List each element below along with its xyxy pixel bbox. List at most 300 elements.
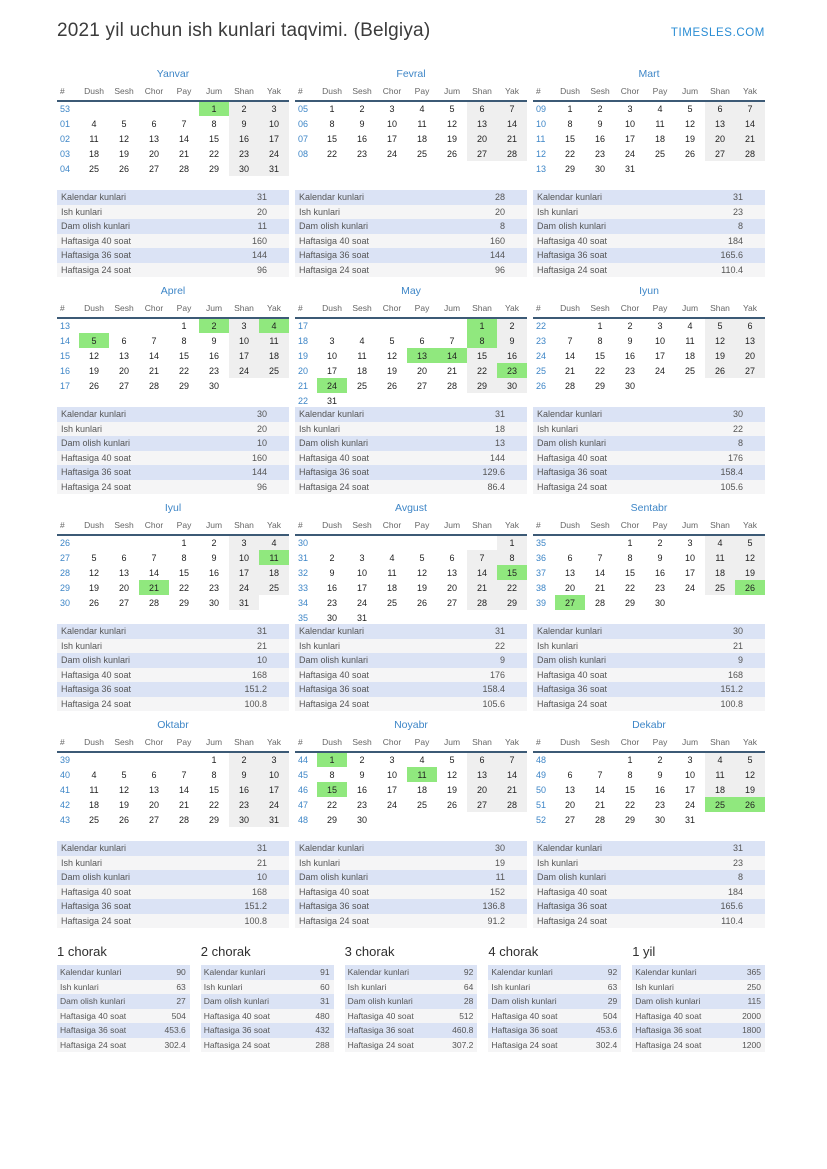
weekend-day-cell: 16 [229, 131, 259, 146]
day-cell: 3 [329, 335, 335, 346]
stat-value: 8 [737, 872, 743, 883]
day-cell [467, 812, 497, 827]
week-number: 09 [536, 104, 547, 114]
weekend-day-cell: 19 [735, 565, 765, 580]
week-row [57, 565, 289, 580]
day-cell [407, 393, 437, 408]
weekend-day-cell: 18 [259, 348, 289, 363]
stat-row [533, 190, 765, 205]
week-row [57, 752, 289, 767]
day-cell [585, 752, 615, 767]
day-cell: 19 [684, 133, 695, 144]
day-cell: 3 [359, 552, 365, 563]
stat-row [488, 1038, 621, 1053]
stat-row [632, 1009, 765, 1024]
day-header: Sesh [114, 737, 134, 747]
day-cell: 13 [148, 784, 159, 795]
stat-label: Kalendar kunlari [537, 626, 603, 637]
summary-stats [488, 965, 621, 1052]
day-cell [109, 535, 139, 550]
day-cell: 4 [657, 104, 663, 114]
weekend-day-cell: 14 [735, 116, 765, 131]
day-cell: 20 [148, 148, 159, 159]
weekend-day-cell: 20 [705, 131, 735, 146]
month-fevral [295, 68, 527, 277]
stat-row [533, 219, 765, 234]
stat-label: Kalendar kunlari [61, 192, 127, 203]
day-cell: 16 [624, 350, 635, 361]
stat-value: 31 [256, 626, 267, 637]
day-cell: 12 [88, 567, 99, 578]
stat-row [57, 668, 289, 683]
day-cell [139, 752, 169, 767]
day-cell: 27 [564, 814, 575, 825]
day-cell: 7 [597, 769, 603, 780]
stat-value: 31 [256, 843, 267, 854]
stat-label: Ish kunlari [203, 981, 243, 992]
stat-row [533, 899, 765, 914]
week-number: 37 [536, 567, 547, 578]
stat-value: 28 [494, 192, 505, 203]
day-cell: 17 [684, 784, 695, 795]
day-cell: 16 [356, 133, 367, 144]
week-number: 10 [536, 118, 547, 129]
weekend-day-cell: 5 [705, 318, 735, 333]
day-cell: 13 [118, 350, 129, 361]
day-cell: 3 [657, 321, 663, 331]
stat-row [57, 965, 190, 980]
stat-value: 129.6 [482, 467, 505, 478]
day-cell: 18 [684, 350, 695, 361]
day-cell: 9 [329, 567, 335, 578]
day-cell: 17 [326, 365, 337, 376]
day-cell: 2 [597, 104, 603, 114]
holiday-day-cell: 23 [497, 363, 527, 378]
stat-value: 31 [494, 409, 505, 420]
week-number: 12 [536, 148, 547, 159]
stat-label: Dam olish kunlari [61, 872, 131, 883]
day-cell [109, 318, 139, 333]
stat-value: 168 [251, 886, 267, 897]
week-row [295, 101, 527, 116]
stat-label: Ish kunlari [347, 981, 387, 992]
weekend-day-cell: 24 [259, 146, 289, 161]
stat-row [295, 205, 527, 220]
day-cell [645, 378, 675, 393]
week-number: 26 [60, 538, 71, 548]
day-cell: 23 [208, 582, 219, 593]
stat-value: 20 [494, 206, 505, 217]
summary-2-chorak [201, 944, 334, 1052]
stat-label: Haftasiga 40 soat [635, 1010, 702, 1021]
day-cell [675, 378, 705, 393]
day-cell: 13 [564, 784, 575, 795]
holiday-day-cell: 5 [79, 333, 109, 348]
stat-label: Ish kunlari [60, 981, 99, 992]
month-title: Iyul [164, 502, 182, 514]
stat-value: 11 [495, 872, 505, 883]
day-header: Chor [382, 86, 402, 96]
stat-row [295, 248, 527, 263]
stat-label: Kalendar kunlari [537, 192, 603, 203]
day-header: Yak [504, 737, 520, 747]
weekend-day-cell: 3 [229, 318, 259, 333]
weekend-day-cell: 22 [467, 363, 497, 378]
day-cell: 14 [178, 133, 189, 144]
holiday-day-cell: 11 [259, 550, 289, 565]
stat-row [57, 697, 289, 712]
week-number: 13 [536, 163, 547, 174]
day-cell: 6 [121, 335, 127, 346]
day-cell: 22 [564, 148, 575, 159]
day-cell: 5 [449, 104, 455, 114]
week-row [533, 116, 765, 131]
week-row [57, 797, 289, 812]
day-cell [467, 535, 497, 550]
week-row [57, 363, 289, 378]
stat-row [57, 682, 289, 697]
stat-label: Kalendar kunlari [61, 626, 127, 637]
day-cell: 7 [181, 118, 187, 129]
day-cell: 12 [684, 118, 695, 129]
day-cell [555, 752, 585, 767]
day-cell: 25 [416, 148, 427, 159]
calendar-area [295, 68, 527, 190]
stat-row [632, 980, 765, 995]
stat-row [295, 219, 527, 234]
stat-row [57, 1023, 190, 1038]
weekend-day-cell: 18 [259, 565, 289, 580]
week-number: 49 [536, 769, 547, 780]
day-cell: 12 [386, 350, 397, 361]
holiday-day-cell: 13 [407, 348, 437, 363]
weekend-day-cell: 7 [497, 101, 527, 116]
weekend-day-cell: 27 [705, 146, 735, 161]
day-cell: 23 [654, 799, 665, 810]
stat-label: Haftasiga 36 soat [537, 467, 608, 478]
stat-label: Haftasiga 36 soat [61, 250, 132, 261]
week-number: 13 [60, 321, 71, 331]
day-cell: 21 [564, 365, 575, 376]
day-header: Chor [382, 737, 402, 747]
stat-value: 302.4 [164, 1039, 186, 1050]
stat-row [201, 994, 334, 1009]
day-header: Chor [620, 303, 640, 313]
day-cell: 20 [118, 582, 129, 593]
day-cell [347, 535, 377, 550]
stat-row [295, 914, 527, 929]
calendar-area [57, 285, 289, 407]
day-cell: 12 [118, 133, 129, 144]
day-cell: 21 [178, 148, 189, 159]
day-header: Dush [322, 737, 342, 747]
stat-label: Haftasiga 40 soat [537, 235, 608, 246]
months-grid [57, 68, 765, 928]
summary-3-chorak [345, 944, 478, 1052]
stat-value: 100.8 [244, 698, 267, 709]
stat-value: 11 [257, 221, 267, 232]
day-cell: 1 [211, 755, 217, 765]
week-number: 20 [298, 365, 309, 376]
day-cell [675, 595, 705, 610]
stat-value: 100.8 [720, 698, 743, 709]
weekend-day-cell: 19 [705, 348, 735, 363]
day-cell: 8 [567, 118, 573, 129]
stat-row [533, 436, 765, 451]
day-cell: 1 [627, 755, 633, 765]
weekend-day-cell: 29 [467, 378, 497, 393]
day-header: Chor [382, 520, 402, 530]
week-number: 35 [536, 538, 547, 548]
day-cell: 17 [654, 350, 665, 361]
stat-label: Kalendar kunlari [537, 843, 603, 854]
stat-label: Haftasiga 36 soat [61, 901, 132, 912]
week-row [533, 363, 765, 378]
stat-value: 165.6 [720, 250, 743, 261]
stat-value: 480 [315, 1010, 330, 1021]
stat-row [632, 994, 765, 1009]
week-col-header: # [60, 86, 65, 96]
day-cell: 27 [148, 814, 159, 825]
week-number: 30 [60, 597, 71, 608]
calendar-table [295, 519, 527, 625]
stat-label: Ish kunlari [61, 640, 103, 651]
day-cell: 11 [89, 784, 99, 795]
day-header-row [57, 519, 289, 535]
stat-row [295, 682, 527, 697]
stat-value: 365 [746, 967, 761, 978]
day-cell: 2 [657, 755, 663, 765]
week-number: 22 [298, 395, 309, 406]
day-cell: 22 [326, 799, 337, 810]
weekend-day-cell: 3 [229, 535, 259, 550]
stat-value: 144 [489, 452, 505, 463]
day-cell: 15 [178, 567, 189, 578]
day-cell [79, 101, 109, 116]
day-cell: 14 [148, 567, 159, 578]
calendar-area [57, 68, 289, 190]
day-cell [169, 752, 199, 767]
stat-label: Dam olish kunlari [299, 872, 369, 883]
week-row [295, 146, 527, 161]
week-number: 39 [60, 755, 71, 765]
holiday-day-cell: 8 [467, 333, 497, 348]
week-number: 23 [536, 335, 547, 346]
stat-value: 144 [489, 250, 505, 261]
stat-value: 250 [746, 981, 761, 992]
stat-label: Ish kunlari [537, 857, 579, 868]
stat-label: Haftasiga 40 soat [61, 235, 132, 246]
stat-value: 31 [256, 192, 267, 203]
stat-row [201, 1023, 334, 1038]
day-cell: 9 [657, 769, 663, 780]
day-cell [139, 318, 169, 333]
day-cell: 10 [654, 335, 665, 346]
day-cell: 29 [208, 163, 219, 174]
day-cell: 1 [627, 538, 633, 548]
stat-label: Haftasiga 40 soat [537, 886, 608, 897]
day-cell: 1 [329, 104, 335, 114]
stat-row [533, 668, 765, 683]
day-cell: 23 [594, 148, 605, 159]
month-stats [57, 624, 289, 711]
day-header: Chor [144, 303, 164, 313]
stat-value: 184 [727, 235, 743, 246]
stat-value: 152 [489, 886, 505, 897]
calendar-area [295, 502, 527, 624]
stat-label: Dam olish kunlari [60, 996, 126, 1007]
day-cell: 19 [118, 799, 129, 810]
stat-label: Ish kunlari [299, 423, 341, 434]
day-cell: 29 [624, 814, 635, 825]
week-row [295, 812, 527, 827]
day-cell: 15 [178, 350, 189, 361]
week-number: 21 [298, 380, 309, 391]
weekend-day-cell: 3 [259, 101, 289, 116]
weekend-day-cell: 20 [467, 131, 497, 146]
stat-label: Dam olish kunlari [537, 221, 607, 232]
day-cell: 25 [654, 148, 665, 159]
weekend-day-cell: 30 [229, 812, 259, 827]
summary-title: 2 chorak [200, 944, 251, 959]
day-header: Sesh [352, 520, 372, 530]
stat-value: 20 [256, 423, 267, 434]
day-header: Jum [205, 737, 223, 747]
stat-value: 10 [256, 872, 267, 883]
stat-label: Ish kunlari [299, 206, 341, 217]
stat-value: 160 [251, 452, 267, 463]
weekend-day-cell: 4 [259, 535, 289, 550]
day-cell: 12 [416, 567, 427, 578]
week-number: 11 [536, 133, 546, 144]
day-cell: 24 [356, 597, 367, 608]
stat-value: 453.6 [595, 1025, 618, 1036]
day-cell: 18 [386, 582, 397, 593]
weekend-day-cell: 17 [229, 565, 259, 580]
stat-label: Dam olish kunlari [299, 655, 369, 666]
month-dekabr [533, 719, 765, 928]
day-header: Shan [472, 520, 492, 530]
day-cell: 29 [178, 597, 189, 608]
weekend-day-cell: 28 [497, 797, 527, 812]
week-row [57, 348, 289, 363]
calendar-table [533, 302, 765, 393]
day-cell [497, 610, 527, 625]
day-cell: 3 [389, 104, 395, 114]
stat-row [295, 856, 527, 871]
week-row [295, 131, 527, 146]
stat-row [295, 480, 527, 495]
day-cell: 26 [118, 814, 129, 825]
stat-value: 18 [494, 423, 505, 434]
stat-value: 105.6 [720, 481, 743, 492]
stat-value: 23 [732, 857, 743, 868]
weekend-day-cell: 6 [467, 101, 497, 116]
weekend-day-cell: 25 [705, 580, 735, 595]
week-row [533, 131, 765, 146]
weekend-day-cell: 4 [705, 752, 735, 767]
day-cell [467, 610, 497, 625]
day-cell: 6 [419, 335, 425, 346]
stat-label: Haftasiga 40 soat [203, 1010, 270, 1021]
week-row [533, 146, 765, 161]
day-cell [407, 318, 437, 333]
site-link[interactable]: TIMESLES.COM [670, 27, 765, 39]
stat-label: Haftasiga 40 soat [61, 669, 132, 680]
week-row [295, 333, 527, 348]
stat-row [57, 248, 289, 263]
stat-row [295, 624, 527, 639]
week-row [295, 752, 527, 767]
month-band [57, 719, 765, 928]
week-number: 27 [60, 552, 71, 563]
day-header: Pay [652, 737, 668, 747]
day-cell: 19 [386, 365, 397, 376]
day-cell: 3 [687, 538, 693, 548]
week-number: 30 [298, 538, 309, 548]
day-cell: 21 [594, 582, 605, 593]
day-header: Yak [742, 737, 758, 747]
day-cell: 18 [88, 148, 99, 159]
weekend-day-cell: 3 [259, 752, 289, 767]
weekend-day-cell: 24 [229, 580, 259, 595]
day-cell: 12 [88, 350, 99, 361]
weekend-day-cell: 31 [259, 812, 289, 827]
day-cell: 28 [594, 597, 605, 608]
stat-row [345, 980, 478, 995]
day-cell: 15 [326, 133, 337, 144]
day-cell: 18 [356, 365, 367, 376]
stat-row [533, 841, 765, 856]
week-col-header: # [60, 303, 65, 313]
week-number: 51 [536, 799, 547, 810]
day-cell [497, 393, 527, 408]
stat-row [201, 980, 334, 995]
holiday-day-cell: 26 [735, 580, 765, 595]
calendar-area [533, 285, 765, 407]
day-header: Dush [560, 86, 580, 96]
stat-value: 96 [256, 264, 267, 275]
week-row [57, 812, 289, 827]
weekend-day-cell: 10 [229, 333, 259, 348]
month-sentabr [533, 502, 765, 711]
week-row [57, 378, 289, 393]
week-number: 41 [60, 784, 71, 795]
week-row [295, 797, 527, 812]
month-band [57, 502, 765, 711]
stat-row [533, 914, 765, 929]
day-header: Dush [560, 303, 580, 313]
weekend-day-cell: 14 [497, 116, 527, 131]
day-cell: 25 [386, 597, 397, 608]
day-cell: 16 [208, 567, 219, 578]
stat-label: Haftasiga 24 soat [61, 481, 132, 492]
stat-value: 504 [603, 1010, 618, 1021]
day-cell: 10 [624, 118, 635, 129]
stat-label: Ish kunlari [491, 981, 531, 992]
stat-label: Haftasiga 24 soat [635, 1039, 702, 1050]
stat-row [533, 697, 765, 712]
day-header: Shan [234, 520, 254, 530]
day-cell: 21 [446, 365, 457, 376]
day-header-row [57, 302, 289, 318]
day-cell: 11 [357, 350, 367, 361]
stat-value: 160 [251, 235, 267, 246]
stat-value: 110.4 [721, 915, 743, 926]
day-cell [735, 378, 765, 393]
week-row [295, 580, 527, 595]
stat-value: 151.2 [244, 684, 267, 695]
